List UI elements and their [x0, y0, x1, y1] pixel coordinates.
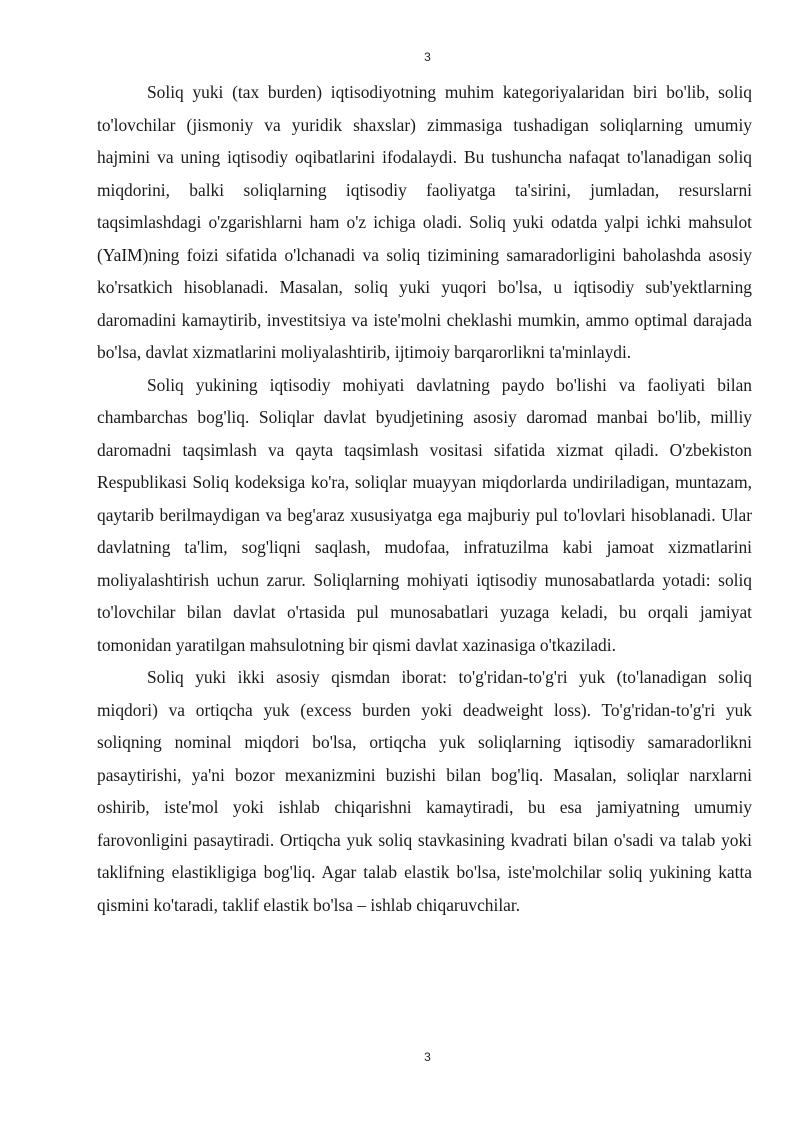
paragraph-tax-burden-definition: Soliq yuki (tax burden) iqtisodiyotning muhim kategoriyalaridan biri bo'lib, soliq to'lovchilar (jismoniy va yuridik shaxslar) zimmasiga tushadigan soliqlarning umumiy hajmini va uning iqtisodiy oqibatlarini ifodalaydi. Bu tushuncha nafaqat to'lanadigan soliq miqdorini, balki soliqlarning iqtisodiy faoliyatga ta'sirini, jumladan, resurslarni taqsimlashdagi o'zgarishlarni ham o'z ichiga oladi. Soliq yuki odatda yalpi ichki mahsulot (YaIM)ning foizi sifatida o'lchanadi va soliq tizimining samaradorligini baholashda asosiy ko'rsatkich hisoblanadi. Masalan, soliq yuki yuqori bo'lsa, u iqtisodiy sub'yektlarning daromadini kamaytirib, investitsiya va iste'molni cheklashi mumkin, ammo optimal darajada bo'lsa, davlat xizmatlarini moliyalashtirib, ijtimoiy barqarorlikni ta'minlaydi. — [97, 82, 752, 362]
page-number-bottom: 3 — [424, 1050, 431, 1064]
paragraph-burden-components: Soliq yuki ikki asosiy qismdan iborat: to'g'ridan-to'g'ri yuk (to'lanadigan soliq miqdori) va ortiqcha yuk (excess burden yoki deadweight loss). To'g'ridan-to'g'ri yuk soliqning nominal miqdori bo'lsa, ortiqcha yuk soliqlarning iqtisodiy samaradorlikni pasaytirishi, ya'ni bozor mexanizmini buzishi bilan bog'liq. Masalan, soliqlar narxlarni oshirib, iste'mol yoki ishlab chiqarishni kamaytiradi, bu esa jamiyatning umumiy farovonligini pasaytiradi. Ortiqcha yuk soliq stavkasining kvadrati bilan o'sadi va talab yoki taklifning elastikligiga bog'liq. Agar talab elastik bo'lsa, iste'molchilar soliq yukining katta qismini ko'taradi, taklif elastik bo'lsa – ishlab chiqaruvchilar. — [97, 667, 752, 915]
document-body — [97, 76, 752, 921]
paragraph-economic-essence: Soliq yukining iqtisodiy mohiyati davlatning paydo bo'lishi va faoliyati bilan chambarchas bog'liq. Soliqlar davlat byudjetining asosiy daromad manbai bo'lib, milliy daromadni taqsimlash va qayta taqsimlash vositasi sifatida xizmat qiladi. O'zbekiston Respublikasi Soliq kodeksiga ko'ra, soliqlar muayyan miqdorlarda undiriladigan, muntazam, qaytarib berilmaydigan va beg'araz xususiyatga ega majburiy pul to'lovlari hisoblanadi. Ular davlatning ta'lim, sog'liqni saqlash, mudofaa, infratuzilma kabi jamoat xizmatlarini moliyalashtirish uchun zarur. Soliqlarning mohiyati iqtisodiy munosabatlarda yotadi: soliq to'lovchilar bilan davlat o'rtasida pul munosabatlari yuzaga keladi, bu orqali jamiyat tomonidan yaratilgan mahsulotning bir qismi davlat xazinasiga o'tkaziladi. — [97, 374, 752, 655]
page-number-top: 3 — [424, 50, 431, 64]
